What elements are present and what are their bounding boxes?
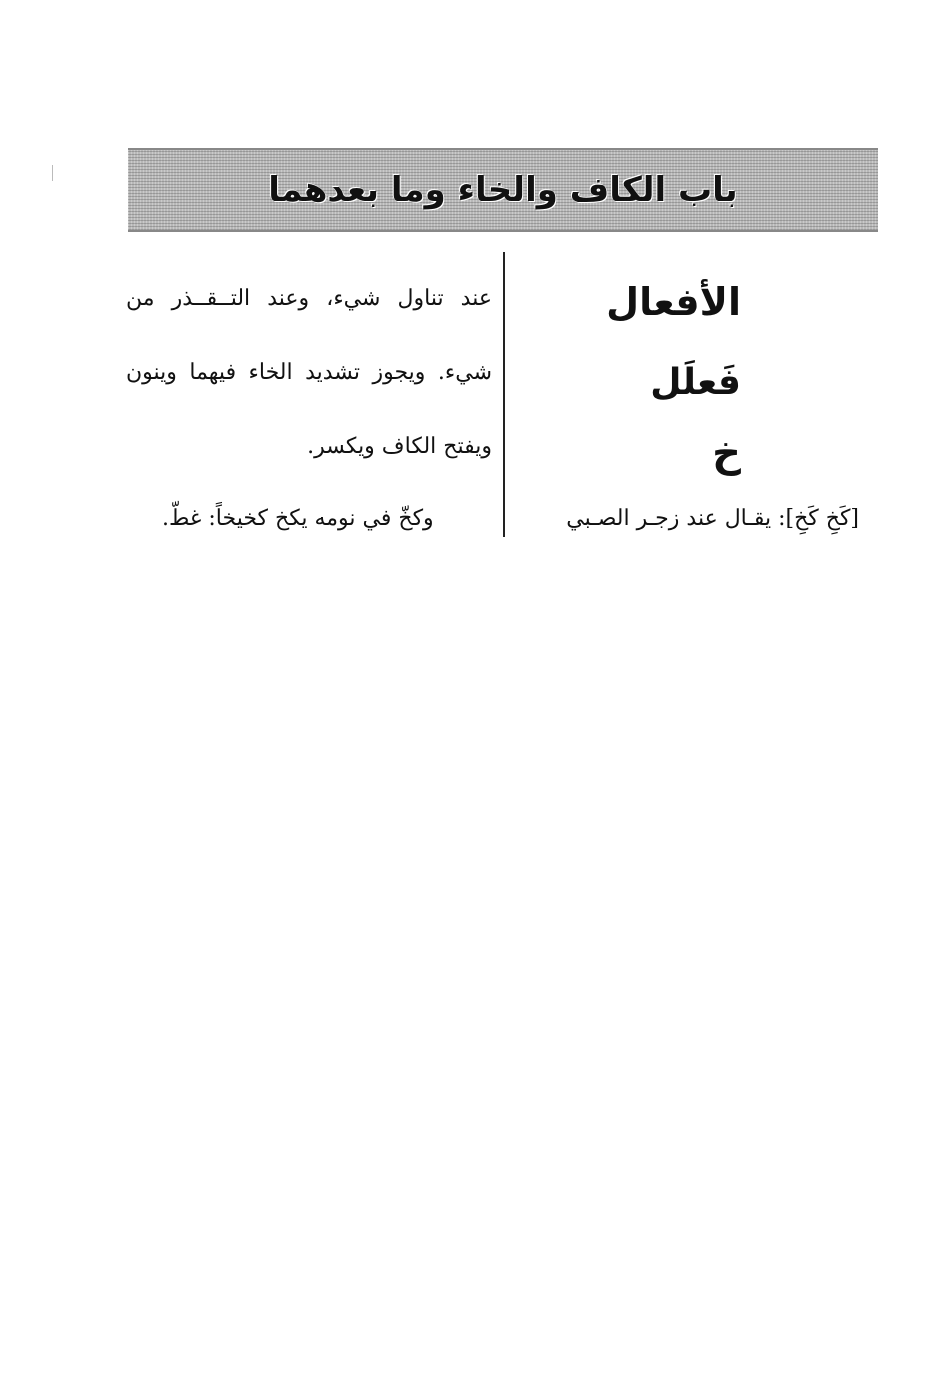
chapter-title: باب الكاف والخاء وما بعدهما — [268, 170, 738, 210]
column-divider — [503, 252, 505, 537]
body-text-line-2: شيء. ويجوز تشديد الخاء فيهما وينون — [126, 360, 492, 385]
section-label-verbs: الأفعال — [606, 280, 741, 324]
chapter-header-band — [128, 148, 878, 232]
entry-continuation-line: وكخّ في نومه يكخ كخيخاً: غطّ. — [162, 506, 434, 531]
entry-headword-line: [كَخِ كَخِ]: يقـال عند زجـر الصـبي — [566, 506, 859, 531]
body-text-line-1: عند تناول شيء، وعند التــقــذر من — [126, 286, 492, 311]
section-label-pattern: فَعلَل — [650, 362, 741, 403]
margin-mark — [52, 165, 53, 181]
body-text-line-3: ويفتح الكاف ويكسر. — [307, 434, 492, 459]
section-label-letter: خ — [712, 430, 741, 476]
